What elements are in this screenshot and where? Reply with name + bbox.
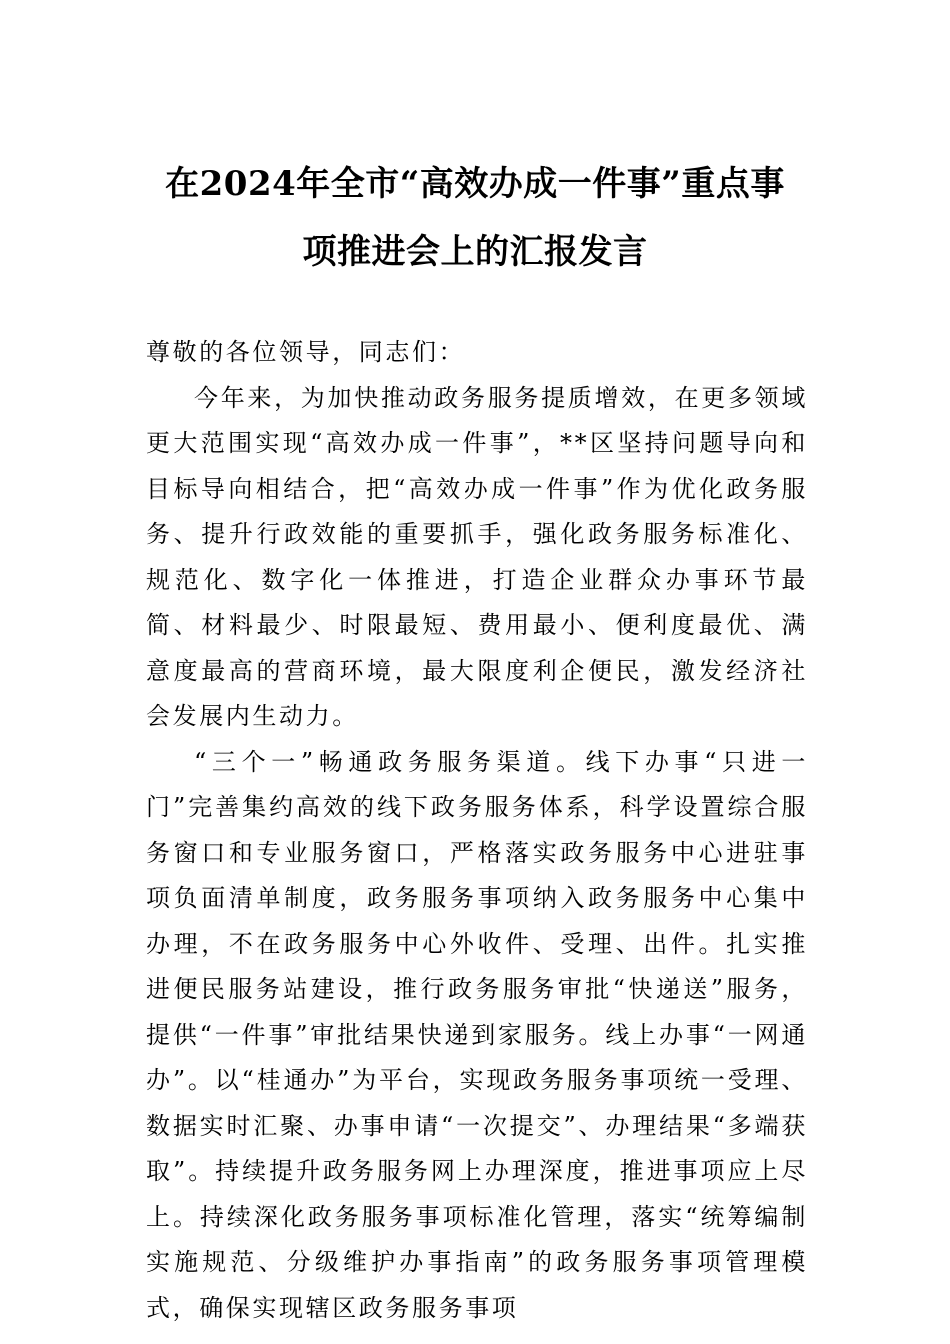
title-line-2: 项推进会上的汇报发言 (302, 232, 648, 272)
document-body (146, 330, 808, 1331)
paragraph-service-channels: “三个一”畅通政务服务渠道。线下办事“只进一门”完善集约高效的线下政务服务体系，科学设置综合服务窗口和专业服务窗口，严格落实政务服务中心进驻事项负面清单制度，政务服务事项纳入政务服务中心集中办理，不在政务服务中心外收件、受理、出件。扎实推进便民服务站建设，推行政务服务审批“快递送”服务，提供“一件事”审批结果快递到家服务。线上办事“一网通办”。以“桂通办”为平台，实现政务服务事项统一受理、数据实时汇聚、办事申请“一次提交”、办理结果“多端获取”。持续提升政务服务网上办理深度，推进事项应上尽上。持续深化政务服务事项标准化管理，落实“统筹编制实施规范、分级维护办事指南”的政务服务事项管理模式，确保实现辖区政务服务事项 (146, 747, 808, 1322)
paragraph-intro: 今年来，为加快推动政务服务提质增效，在更多领域更大范围实现“高效办成一件事”，**区坚持问题导向和目标导向相结合，把“高效办成一件事”作为优化政务服务、提升行政效能的重要抓手，强化政务服务标准化、规范化、数字化一体推进，打造企业群众办事环节最简、材料最少、时限最短、费用最小、便利度最优、满意度最高的营商环境，最大限度利企便民，激发经济社会发展内生动力。 (146, 383, 808, 730)
title-line-1: 在2024年全市“高效办成一件事”重点事 (165, 164, 785, 204)
document-title (120, 150, 830, 286)
salutation: 尊敬的各位领导，同志们： (146, 338, 466, 366)
